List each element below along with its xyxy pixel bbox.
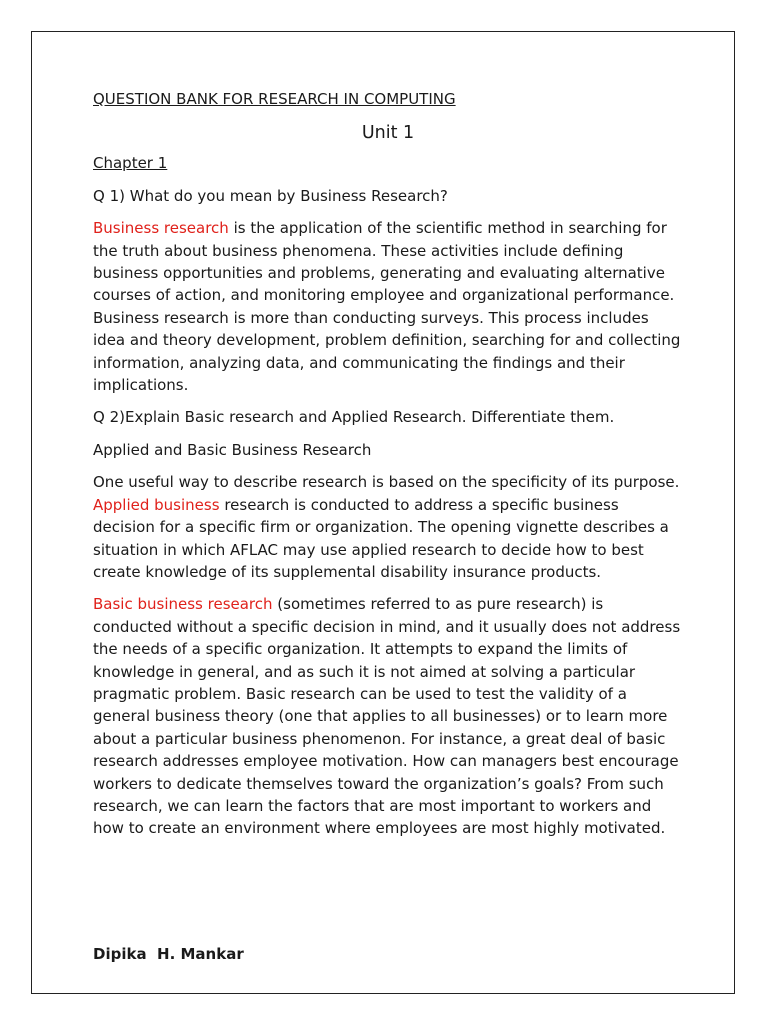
answer-2-paragraph-2 [93, 593, 683, 839]
para2-text: (sometimes referred to as pure research) is conducted without a specific decision in mind, and it usually does not address the needs of a specific organization. It attempts to expand the limits of knowledge in general, and as such it is not aimed at solving a particular pragmatic problem. Basic research can be used to test the validity of a general business theory (one that applies to all businesses) or to learn more about a particular business phenomenon. For instance, a great deal of basic research addresses employee motivation. How can managers best encourage workers to dedicate themselves toward the organization’s goals? From such research, we can learn the factors that are most important to workers and how to create an environment where employees are most highly motivated. [93, 595, 681, 838]
para1-text: research is conducted to address a specific business decision for a specific firm or organization. The opening vignette describes a situation in which AFLAC may use applied research to decide how to best create knowledge of its supplemental disability insurance products. [93, 495, 669, 581]
author-name: Dipika H. Mankar [93, 945, 244, 963]
chapter-heading: Chapter 1 [93, 154, 168, 173]
unit-title: Unit 1 [361, 123, 415, 144]
subheading: Applied and Basic Business Research [93, 440, 372, 459]
highlight-business-research: Business research [93, 219, 229, 238]
answer-1-text: is the application of the scientific method in searching for the truth about business phenomena. These activities include defining business opportunities and problems, generating and evaluating alternative courses of action, and monitoring employee and organizational performance. Business research is more than conducting surveys. This process includes idea and theory development, problem definition, searching for and collecting information, analyzing data, and communicating the findings and their implications. [93, 219, 681, 395]
answer-2-paragraph-1 [93, 471, 683, 583]
para1-start: One useful way to describe research is based on the specificity of its purpose. [93, 473, 680, 492]
document-title: QUESTION BANK FOR RESEARCH IN COMPUTING [93, 90, 456, 108]
question-2: Q 2)Explain Basic research and Applied Research. Differentiate them. [93, 408, 615, 427]
highlight-basic-business-research: Basic business research [93, 595, 273, 614]
document-body [93, 88, 683, 840]
question-1: Q 1) What do you mean by Business Research? [93, 186, 448, 205]
answer-1 [93, 217, 683, 396]
highlight-applied-business: Applied business [93, 495, 220, 514]
